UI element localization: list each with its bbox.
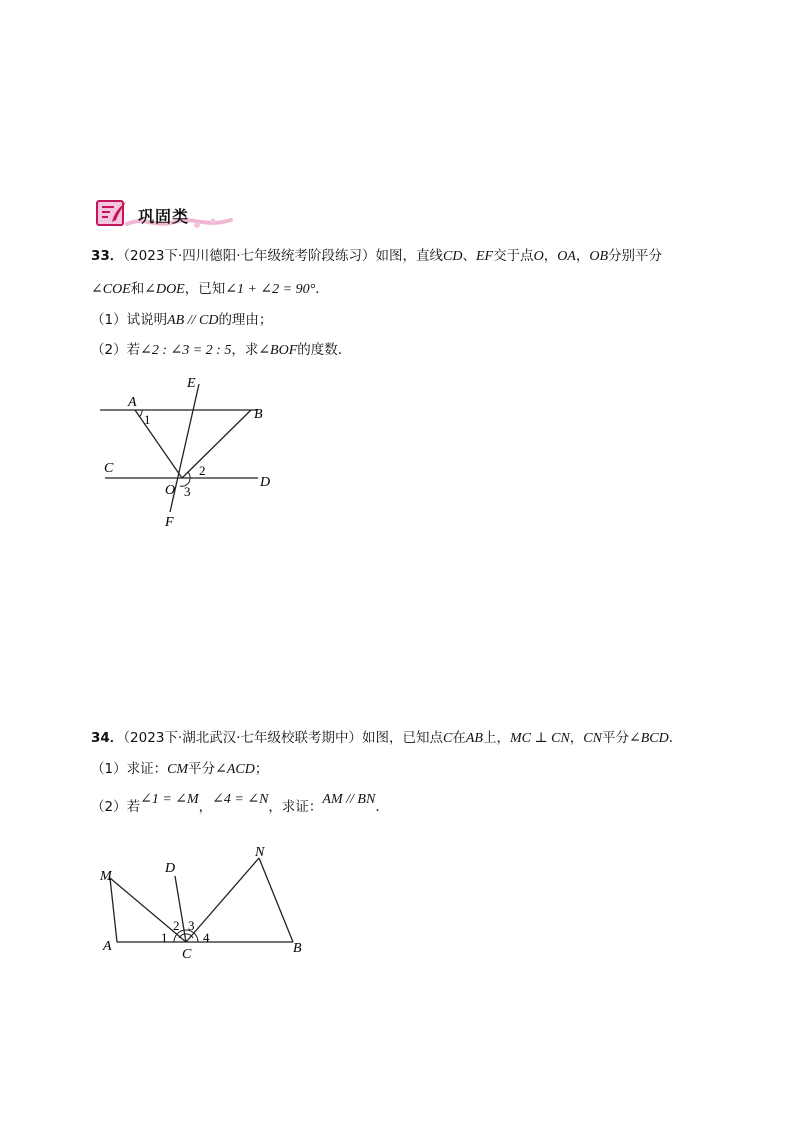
q33-p2-text: ，求 xyxy=(231,342,259,358)
label-d: D xyxy=(260,475,271,490)
q34-p1-text: 平分 xyxy=(188,761,216,777)
q34-p1-label: （1）求证： xyxy=(91,761,168,777)
q33-source: （2023下·四川德阳·七年级统考阶段练习） xyxy=(123,248,376,264)
q34-part1 xyxy=(91,760,268,779)
q34-comma: ， xyxy=(569,730,584,746)
q33-p2-math: ∠2 : ∠3 = 2 : 5 xyxy=(140,343,232,358)
q33-p1-text: 的理由； xyxy=(218,312,273,328)
q34-bcd: ∠BCD xyxy=(628,731,669,746)
q34-figure xyxy=(95,838,325,968)
label-b: B xyxy=(254,407,263,422)
segment-ma xyxy=(110,878,117,942)
q33-p2-math2: ∠BOF xyxy=(258,343,298,358)
q33-stem-c: 分别平分 xyxy=(608,248,663,264)
q33-line1 xyxy=(91,247,662,266)
angle-arc-1 xyxy=(139,410,142,417)
q33-dun: 、 xyxy=(462,248,476,264)
q33-stem-b: 交于点 xyxy=(493,248,534,264)
q34-p2-math: ∠1 = ∠M xyxy=(140,792,199,807)
q33-ef: EF xyxy=(475,249,494,264)
q33-line2 xyxy=(91,280,329,299)
q34-zai: 在 xyxy=(452,730,466,746)
label-f: F xyxy=(165,515,174,530)
q33-he: 和 xyxy=(130,281,145,297)
q34-p2-text: ，求证： xyxy=(268,799,323,815)
q33-p2-label: （2）若 xyxy=(91,342,141,358)
q34-period: ． xyxy=(668,730,683,746)
q34-part2 xyxy=(91,792,389,817)
q33-ob: OB xyxy=(589,249,609,264)
label-1: 1 xyxy=(161,930,168,945)
section-title: 巩固类 xyxy=(138,207,190,226)
q33-number: 33． xyxy=(91,248,124,264)
label-e: E xyxy=(187,376,196,391)
q34-p1-math2: ∠ACD xyxy=(215,762,255,777)
label-1: 1 xyxy=(144,412,151,427)
label-3: 3 xyxy=(184,484,191,499)
q34-source: （2023下·湖北武汉·七年级校联考期中） xyxy=(123,730,362,746)
q33-stem-a: 如图，直线 xyxy=(375,248,443,264)
label-b: B xyxy=(293,941,302,956)
q34-perp: MC ⊥ CN xyxy=(509,731,570,746)
q33-p1-math: AB // CD xyxy=(167,313,219,328)
label-c: C xyxy=(182,947,192,962)
label-a: A xyxy=(103,939,112,954)
q33-part1 xyxy=(91,311,272,330)
q33-oa: OA xyxy=(557,249,576,264)
label-2: 2 xyxy=(173,918,180,933)
q34-number: 34． xyxy=(91,730,124,746)
q33-part2 xyxy=(91,341,351,360)
segment-bo xyxy=(182,410,251,478)
q33-p2-text2: 的度数． xyxy=(297,342,352,358)
q33-cd: CD xyxy=(443,249,463,264)
q33-p1-label: （1）试说明 xyxy=(91,312,168,328)
label-2: 2 xyxy=(199,463,206,478)
q33-doe: ∠DOE xyxy=(144,282,185,297)
q33-period: ． xyxy=(315,281,329,297)
q33-coe: ∠COE xyxy=(91,282,131,297)
label-m: M xyxy=(100,869,112,884)
q34-p1-math: CM xyxy=(167,762,189,777)
q33-given: ∠1 + ∠2 = 90° xyxy=(225,282,316,297)
q34-line1 xyxy=(91,729,682,748)
q34-p1-end: ； xyxy=(254,761,269,777)
q34-stem-a: 如图，已知点 xyxy=(362,730,443,746)
label-c: C xyxy=(104,461,114,476)
segment-nb xyxy=(259,858,293,942)
q34-p2-math3: AM // BN xyxy=(322,792,376,807)
label-d: D xyxy=(165,861,176,876)
q33-comma1: ， xyxy=(543,248,558,264)
label-o: O xyxy=(165,483,176,498)
q33-stem-d: ，已知 xyxy=(184,281,226,297)
segment-ao xyxy=(135,410,182,478)
q34-cn: CN xyxy=(583,731,602,746)
q34-shang: 上， xyxy=(482,730,510,746)
q34-ab: AB xyxy=(465,731,483,746)
segment-cn xyxy=(186,858,259,942)
label-a: A xyxy=(128,395,137,410)
q33-o: O xyxy=(533,249,544,264)
q34-c: C xyxy=(443,731,453,746)
label-4: 4 xyxy=(203,930,210,945)
q34-p2-label: （2）若 xyxy=(91,799,141,815)
q33-figure xyxy=(95,372,285,532)
label-3: 3 xyxy=(188,918,195,933)
label-n: N xyxy=(255,845,265,860)
q34-pingfen: 平分 xyxy=(601,730,629,746)
q34-p2-math2: ∠4 = ∠N xyxy=(212,792,269,807)
q34-p2-comma: ， xyxy=(198,799,213,815)
angle-arc-2 xyxy=(188,472,190,478)
q34-p2-end: ． xyxy=(375,799,389,815)
q33-comma2: ， xyxy=(575,248,590,264)
